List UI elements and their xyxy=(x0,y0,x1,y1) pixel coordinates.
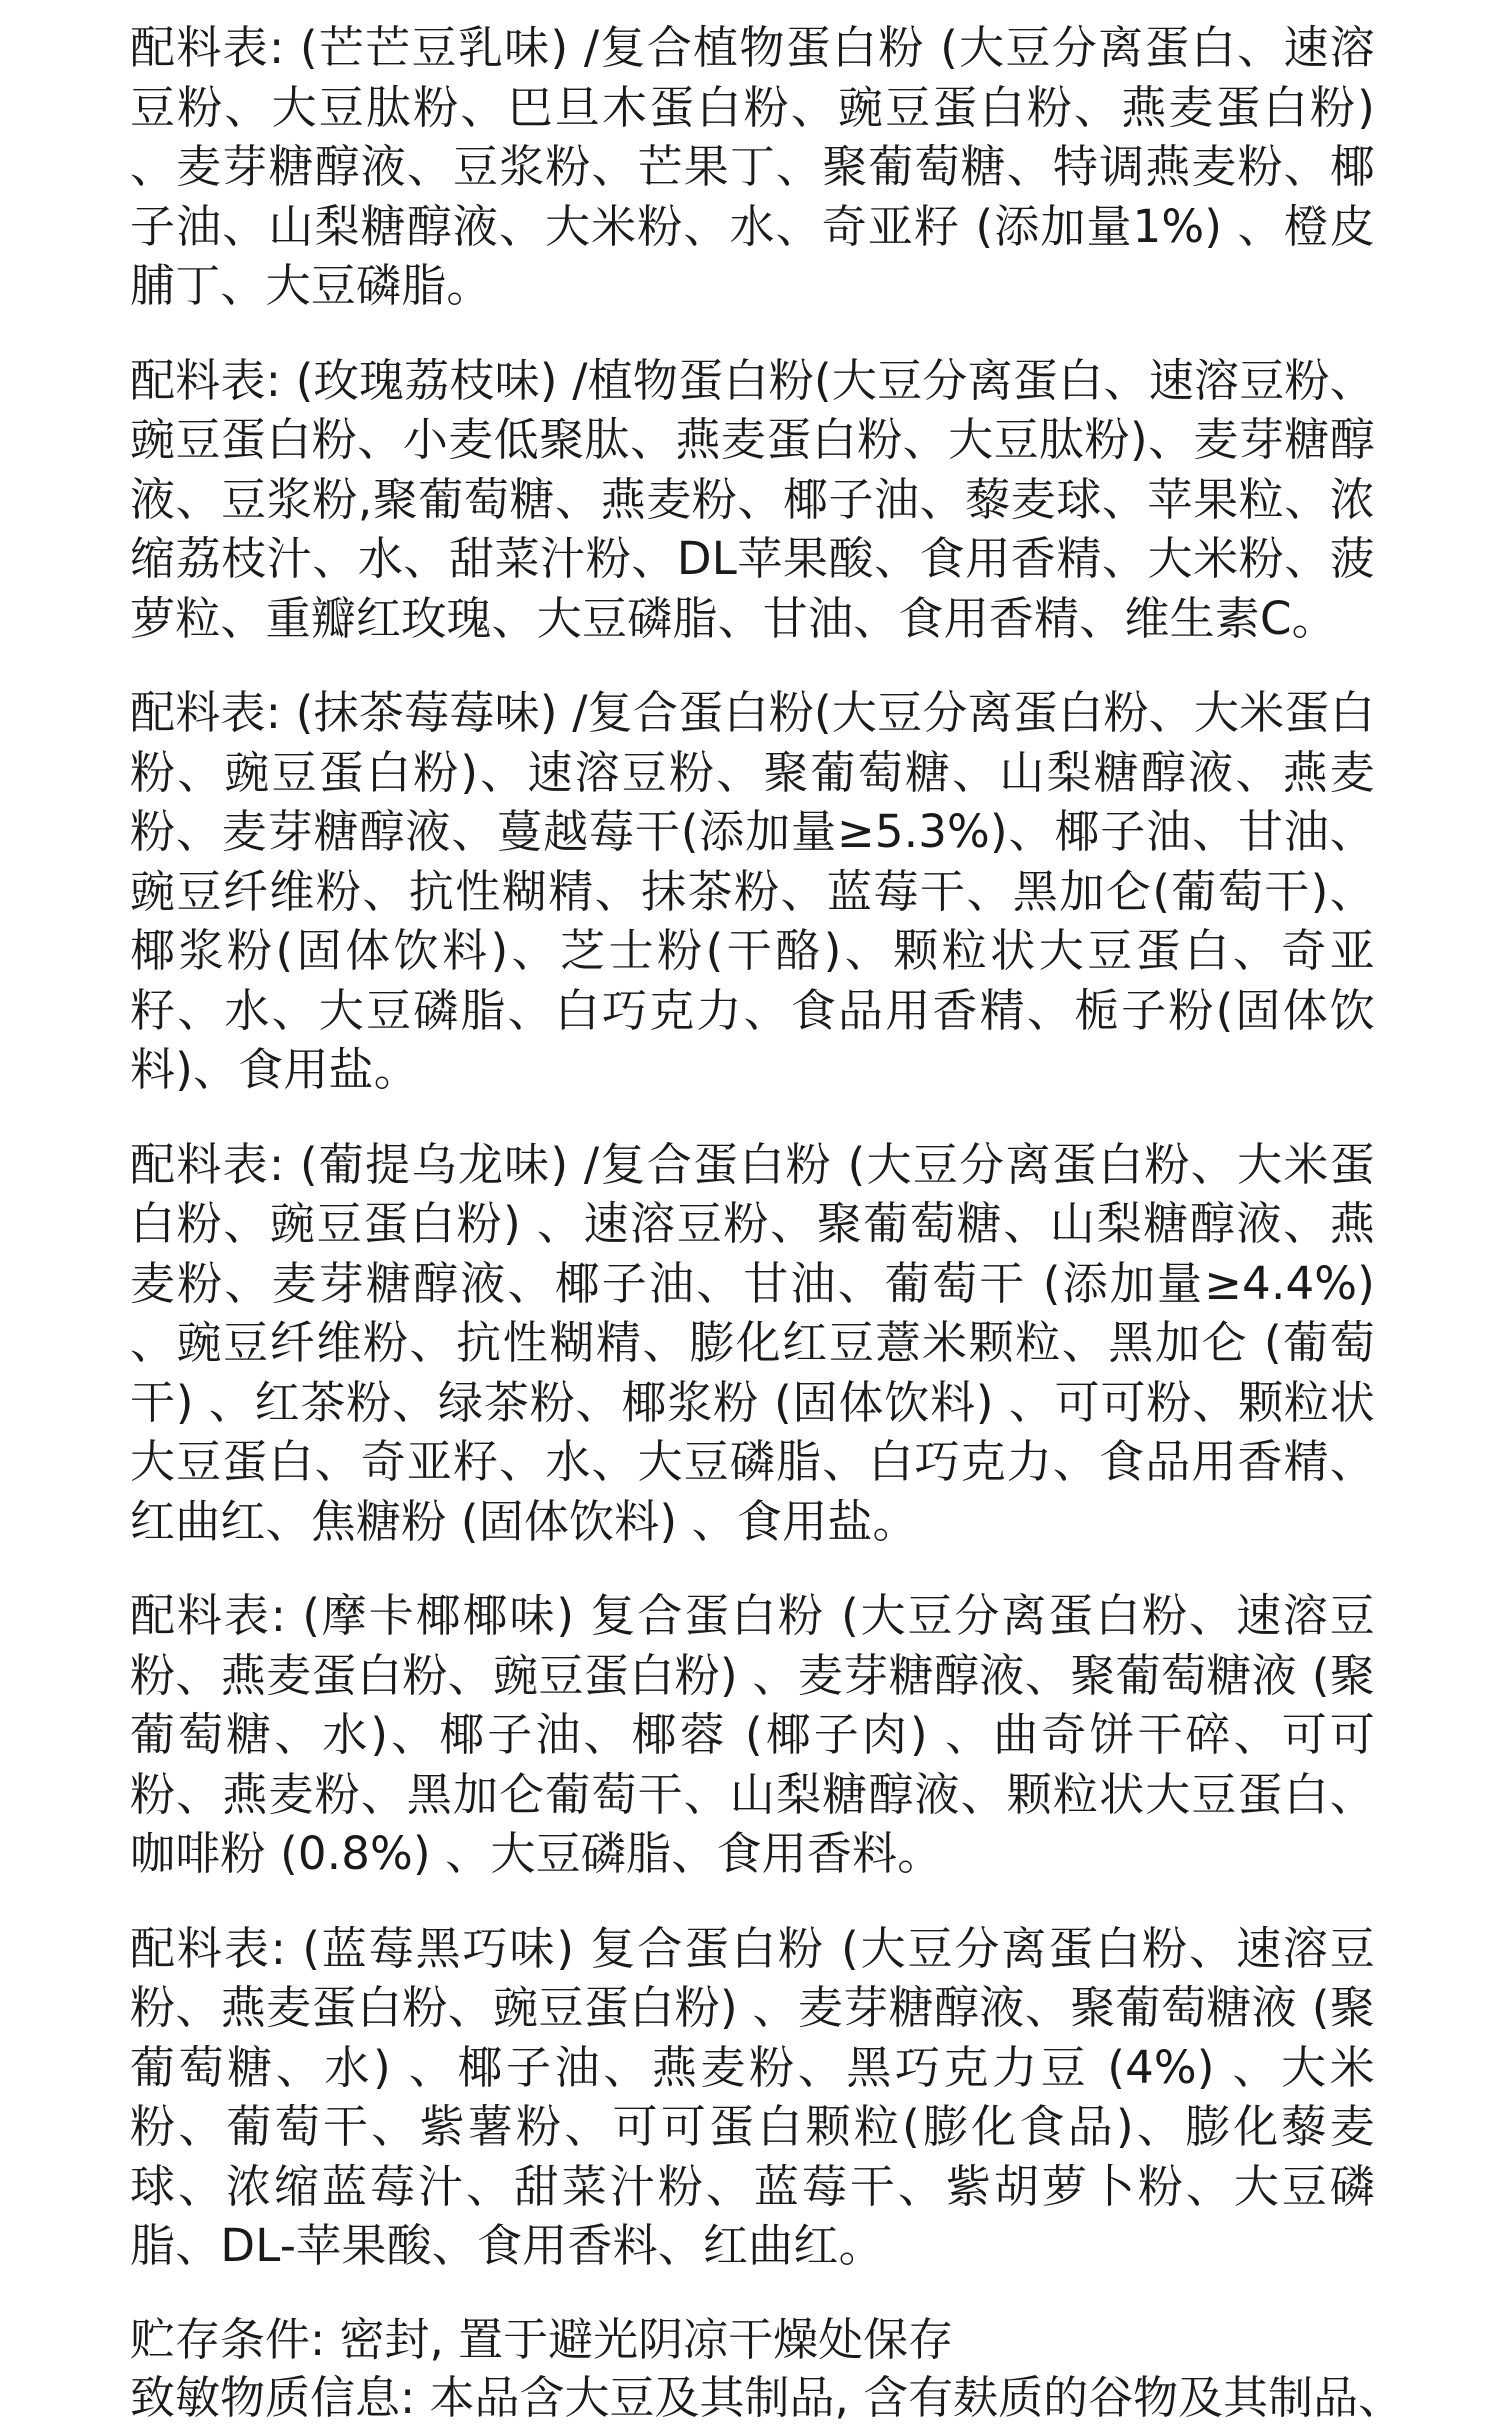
ingredient-paragraph-matcha-berry: 配料表: (抹茶莓莓味) /复合蛋白粉(大豆分离蛋白粉、大米蛋白粉、豌豆蛋白粉)、速溶豆粉、聚葡萄糖、山梨糖醇液、燕麦粉、麦芽糖醇液、蔓越莓干(添加量≥5.3%)、椰子油、甘油、豌豆纤维粉、抗性糊精、抹茶粉、蓝莓干、黑加仑(葡萄干)、椰浆粉(固体饮料)、芝士粉(干酪)、颗粒状大豆蛋白、奇亚籽、水、大豆磷脂、白巧克力、食品用香精、栀子粉(固体饮料)、食用盐。 xyxy=(130,686,1375,1096)
ingredient-paragraph-mango-soy: 配料表: (芒芒豆乳味) /复合植物蛋白粉 (大豆分离蛋白、速溶豆粉、大豆肽粉、巴旦木蛋白粉、豌豆蛋白粉、燕麦蛋白粉) 、麦芽糖醇液、豆浆粉、芒果丁、聚葡萄糖、特调燕麦粉、椰子油、山梨糖醇液、大米粉、水、奇亚籽 (添加量1%) 、橙皮脯丁、大豆磷脂。 xyxy=(130,21,1375,312)
storage-conditions: 贮存条件: 密封, 置于避光阴凉干燥处保存 xyxy=(130,2312,954,2366)
ingredient-paragraph-mocha-coconut: 配料表: (摩卡椰椰味) 复合蛋白粉 (大豆分离蛋白粉、速溶豆粉、燕麦蛋白粉、豌豆蛋白粉) 、麦芽糖醇液、聚葡萄糖液 (聚葡萄糖、水)、椰子油、椰蓉 (椰子肉) 、曲奇饼干碎、可可粉、燕麦粉、黑加仑葡萄干、山梨糖醇液、颗粒状大豆蛋白、咖啡粉 (0.8%) 、大豆磷脂、食用香料。 xyxy=(130,1589,1375,1880)
ingredient-paragraph-grape-oolong: 配料表: (葡提乌龙味) /复合蛋白粉 (大豆分离蛋白粉、大米蛋白粉、豌豆蛋白粉) 、速溶豆粉、聚葡萄糖、山梨糖醇液、燕麦粉、麦芽糖醇液、椰子油、甘油、葡萄干 (添加量≥4.4%) 、豌豆纤维粉、抗性糊精、膨化红豆薏米颗粒、黑加仑 (葡萄干) 、红茶粉、绿茶粉、椰浆粉 (固体饮料) 、可可粉、颗粒状大豆蛋白、奇亚籽、水、大豆磷脂、白巧克力、食品用香精、红曲红、焦糖粉 (固体饮料) 、食用盐。 xyxy=(130,1137,1375,1548)
storage-allergen-info xyxy=(130,2311,1404,2427)
ingredient-paragraph-blueberry-dark-chocolate: 配料表: (蓝莓黑巧味) 复合蛋白粉 (大豆分离蛋白粉、速溶豆粉、燕麦蛋白粉、豌豆蛋白粉) 、麦芽糖醇液、聚葡萄糖液 (聚葡萄糖、水) 、椰子油、燕麦粉、黑巧克力豆 (4%) 、大米粉、葡萄干、紫薯粉、可可蛋白颗粒(膨化食品)、膨化藜麦球、浓缩蓝莓汁、甜菜汁粉、蓝莓干、紫胡萝卜粉、大豆磷脂、DL-苹果酸、食用香料、红曲红。 xyxy=(130,1921,1375,2272)
ingredient-paragraph-rose-lychee: 配料表: (玫瑰荔枝味) /植物蛋白粉(大豆分离蛋白、速溶豆粉、豌豆蛋白粉、小麦低聚肽、燕麦蛋白粉、大豆肽粉)、麦芽糖醇液、豆浆粉,聚葡萄糖、燕麦粉、椰子油、藜麦球、苹果粒、浓缩荔枝汁、水、甜菜汁粉、DL苹果酸、食用香精、大米粉、菠萝粒、重瓣红玫瑰、大豆磷脂、甘油、食用香精、维生素C。 xyxy=(130,353,1375,645)
ingredients-document xyxy=(130,18,1404,2427)
allergen-info: 致敏物质信息: 本品含大豆及其制品, 含有麸质的谷物及其制品、 xyxy=(130,2370,1404,2424)
